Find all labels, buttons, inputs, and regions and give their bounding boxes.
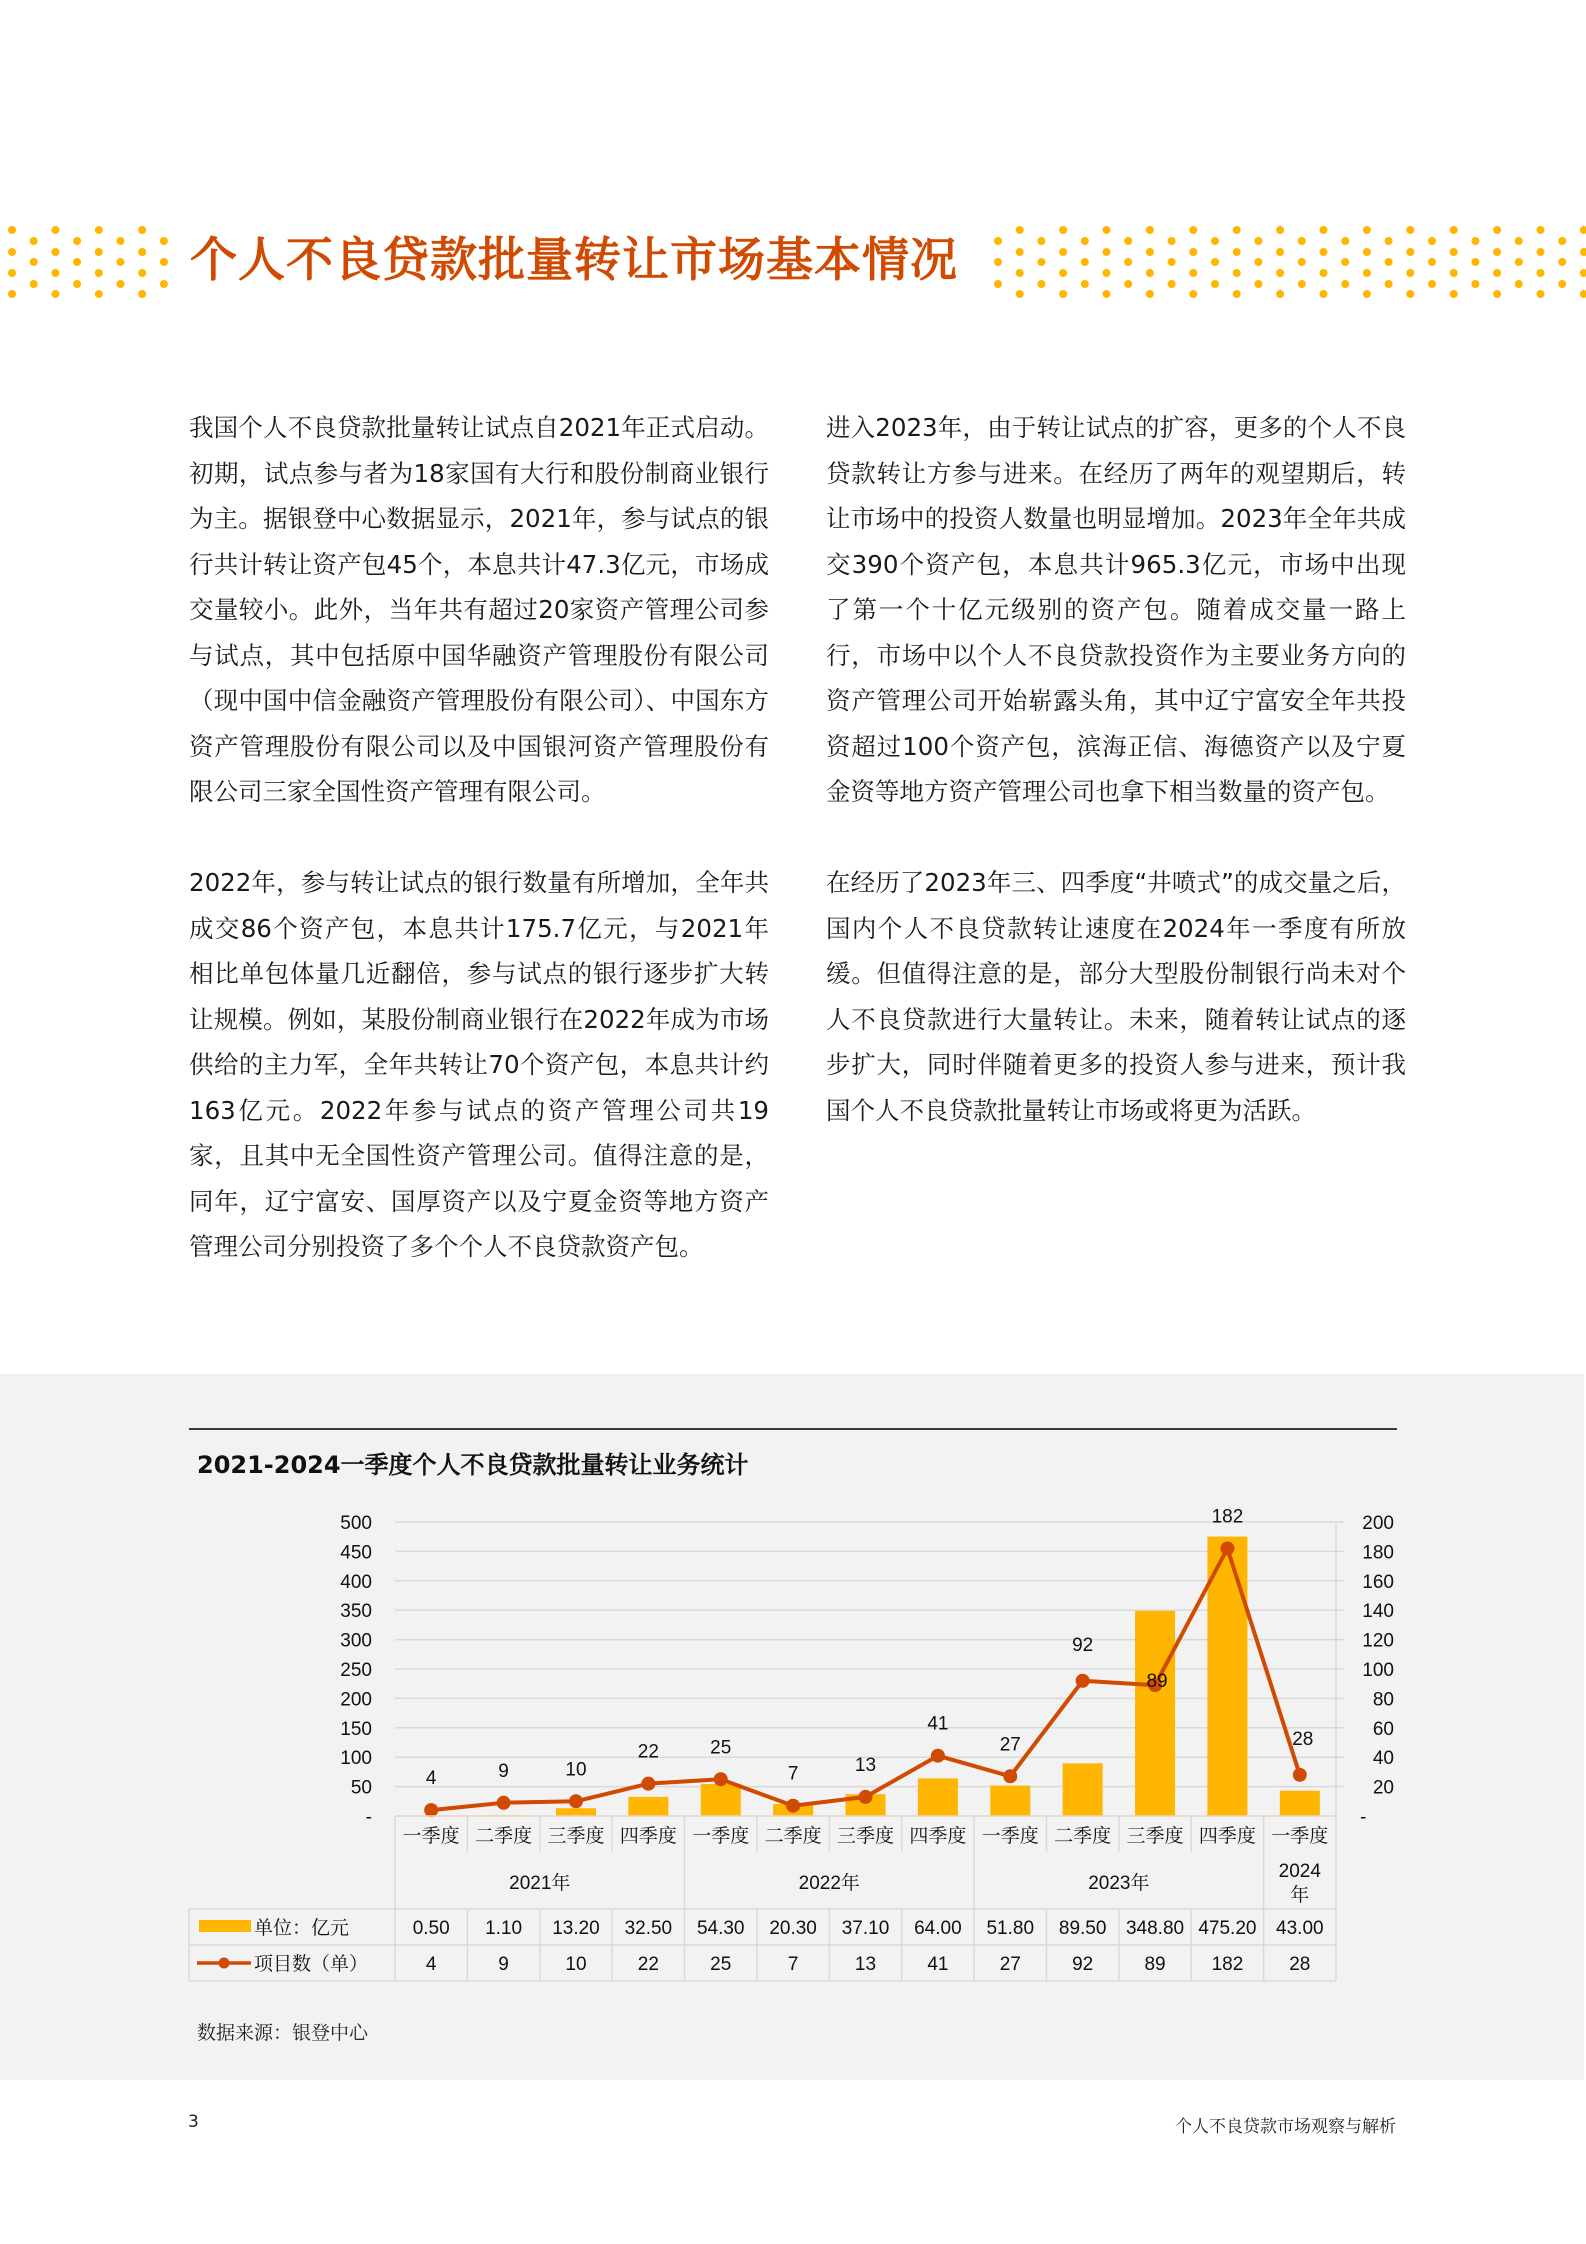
y-left-tick: 150 <box>340 1718 372 1740</box>
x-category-label: 二季度 <box>475 1825 533 1847</box>
line-point <box>931 1749 945 1763</box>
line-point <box>497 1796 511 1810</box>
bar <box>701 1784 741 1816</box>
line-point <box>786 1799 800 1813</box>
y-right-tick: 180 <box>1362 1542 1394 1564</box>
y-right-tick: 200 <box>1362 1513 1394 1534</box>
line-point <box>1293 1768 1307 1782</box>
bar <box>628 1797 668 1816</box>
y-right-tick: 160 <box>1362 1571 1394 1593</box>
y-right-tick: 60 <box>1372 1718 1394 1740</box>
data-label: 89 <box>1146 1671 1168 1693</box>
table-cell-amount: 51.80 <box>986 1918 1035 1939</box>
x-group-label: 2021年 <box>509 1873 571 1894</box>
page-title: 个人不良贷款批量转让市场基本情况 <box>190 233 958 288</box>
table-cell-amount: 13.20 <box>552 1918 600 1939</box>
legend-label-line: 项目数（单） <box>254 1953 369 1975</box>
data-label: 27 <box>999 1734 1021 1756</box>
line-point <box>714 1772 728 1786</box>
y-left-tick: 350 <box>340 1601 372 1623</box>
line-point <box>641 1777 655 1791</box>
x-category-label: 一季度 <box>981 1825 1039 1847</box>
x-group-label: 2024 <box>1278 1861 1321 1882</box>
paragraph: 2022年，参与转让试点的银行数量有所增加，全年共成交86个资产包，本息共计175.7亿元，与2021年相比单包体量几近翻倍，参与试点的银行逐步扩大转让规模。例如，某股份制商业银行在2022年成为市场供给的主力军，全年共转让70个资产包，本息共计约163亿元。2022年参与试点的资产管理公司共19家，且其中无全国性资产管理公司。值得注意的是，同年，辽宁富安、国厚资产以及宁夏金资等地方资产管理公司分别投资了多个个人不良贷款资产包。 <box>189 868 769 1261</box>
x-category-label: 三季度 <box>1126 1825 1184 1847</box>
y-right-tick: 80 <box>1372 1689 1394 1711</box>
data-label: 25 <box>710 1737 732 1759</box>
y-left-tick: 450 <box>340 1542 372 1564</box>
x-category-label: 二季度 <box>764 1825 822 1847</box>
line-point <box>1003 1769 1017 1783</box>
table-cell-count: 13 <box>854 1954 877 1975</box>
table-cell-amount: 20.30 <box>769 1918 817 1939</box>
data-label: 10 <box>565 1759 587 1781</box>
x-group-label: 2022年 <box>798 1873 860 1894</box>
table-cell-amount: 475.20 <box>1198 1918 1257 1939</box>
data-label: 22 <box>637 1741 659 1763</box>
x-category-label: 二季度 <box>1054 1825 1112 1847</box>
y-left-tick: - <box>365 1807 372 1828</box>
line-point <box>1076 1674 1090 1688</box>
table-cell-count: 9 <box>498 1954 509 1975</box>
y-left-tick: 400 <box>340 1571 372 1593</box>
bar <box>990 1786 1030 1816</box>
data-label: 4 <box>425 1768 437 1790</box>
data-source: 数据来源：银登中心 <box>197 2022 369 2044</box>
y-left-tick: 100 <box>340 1748 372 1770</box>
line-series <box>424 1506 1313 1817</box>
table-cell-count: 89 <box>1144 1954 1166 1975</box>
x-category-label: 三季度 <box>836 1825 895 1847</box>
bar <box>918 1778 958 1816</box>
data-label: 92 <box>1072 1634 1094 1656</box>
table-cell-amount: 37.10 <box>841 1918 890 1939</box>
line-point <box>569 1794 583 1808</box>
table-cell-amount: 1.10 <box>485 1918 523 1939</box>
y-right-tick: - <box>1360 1807 1367 1828</box>
x-group-label: 2023年 <box>1088 1873 1150 1894</box>
table-cell-count: 7 <box>787 1954 799 1975</box>
page-number: 3 <box>188 2112 199 2132</box>
line-point <box>1220 1541 1234 1555</box>
table-cell-amount: 32.50 <box>624 1918 673 1939</box>
y-left-tick: 250 <box>340 1660 372 1681</box>
data-label: 182 <box>1211 1506 1244 1528</box>
y-right-tick: 120 <box>1362 1630 1394 1652</box>
x-category-label: 四季度 <box>1198 1825 1256 1847</box>
table-cell-amount: 43.00 <box>1276 1918 1324 1939</box>
x-category-label: 一季度 <box>402 1825 460 1847</box>
table-cell-count: 4 <box>425 1954 437 1975</box>
table-cell-count: 10 <box>565 1954 587 1975</box>
table-cell-amount: 0.50 <box>412 1918 450 1939</box>
data-label: 41 <box>927 1713 949 1735</box>
paragraph: 进入2023年，由于转让试点的扩容，更多的个人不良贷款转让方参与进来。在经历了两年的观望期后，转让市场中的投资人数量也明显增加。2023年全年共成交390个资产包，本息共计965.3亿元，市场中出现了第一个十亿元级别的资产包。随着成交量一路上行，市场中以个人不良贷款投资作为主要业务方向的资产管理公司开始崭露头角，其中辽宁富安全年共投资超过100个资产包，滨海正信、海德资产以及宁夏金资等地方资产管理公司也拿下相当数量的资产包。 <box>826 413 1406 806</box>
table-cell-count: 41 <box>927 1954 949 1975</box>
x-category-label: 四季度 <box>619 1825 677 1847</box>
y-left-tick: 300 <box>340 1630 372 1652</box>
x-category-label: 三季度 <box>547 1825 605 1847</box>
legend-bar-swatch-icon <box>199 1920 251 1932</box>
bar <box>1280 1791 1320 1816</box>
table-cell-amount: 89.50 <box>1058 1918 1107 1939</box>
y-right-tick: 140 <box>1362 1601 1394 1623</box>
table-cell-count: 28 <box>1289 1954 1311 1975</box>
line-point <box>424 1803 438 1817</box>
table-cell-count: 22 <box>637 1954 659 1975</box>
x-category-label: 一季度 <box>1271 1825 1329 1847</box>
table-cell-amount: 348.80 <box>1125 1918 1185 1939</box>
data-label: 9 <box>498 1760 509 1782</box>
data-label: 7 <box>787 1763 799 1785</box>
bar <box>1063 1763 1103 1816</box>
legend-label-bar: 单位：亿元 <box>254 1917 350 1939</box>
data-table <box>189 1816 1336 1981</box>
x-category-label: 四季度 <box>909 1825 967 1847</box>
bar <box>1135 1611 1175 1816</box>
data-label: 28 <box>1292 1728 1314 1750</box>
y-left-tick: 50 <box>350 1777 372 1799</box>
table-cell-count: 92 <box>1072 1954 1094 1975</box>
x-category-label: 一季度 <box>692 1825 750 1847</box>
y-right-tick: 40 <box>1372 1748 1394 1770</box>
footer-title: 个人不良贷款市场观察与解析 <box>1175 2117 1396 2137</box>
table-cell-count: 182 <box>1211 1954 1244 1975</box>
bar <box>556 1808 596 1816</box>
table-cell-amount: 54.30 <box>696 1918 745 1939</box>
data-label: 13 <box>854 1754 877 1776</box>
table-cell-amount: 64.00 <box>914 1918 962 1939</box>
y-left-tick: 500 <box>340 1513 372 1534</box>
chart-title: 2021-2024一季度个人不良贷款批量转让业务统计 <box>197 1451 749 1479</box>
table-cell-count: 25 <box>710 1954 732 1975</box>
y-left-tick: 200 <box>340 1689 372 1711</box>
paragraph: 我国个人不良贷款批量转让试点自2021年正式启动。初期，试点参与者为18家国有大行和股份制商业银行为主。据银登中心数据显示，2021年，参与试点的银行共计转让资产包45个，本息共计47.3亿元，市场成交量较小。此外，当年共有超过20家资产管理公司参与试点，其中包括原中国华融资产管理股份有限公司（现中国中信金融资产管理股份有限公司）、中国东方资产管理股份有限公司以及中国银河资产管理股份有限公司三家全国性资产管理有限公司。 <box>189 413 769 806</box>
paragraph: 在经历了2023年三、四季度“井喷式”的成交量之后，国内个人不良贷款转让速度在2024年一季度有所放缓。但值得注意的是，部分大型股份制银行尚未对个人不良贷款进行大量转让。未来，随着转让试点的逐步扩大，同时伴随着更多的投资人参与进来，预计我国个人不良贷款批量转让市场或将更为活跃。 <box>826 868 1406 1125</box>
line-point <box>859 1790 873 1804</box>
table-cell-count: 27 <box>999 1954 1021 1975</box>
x-group-label: 年 <box>1290 1884 1310 1906</box>
y-right-tick: 100 <box>1362 1660 1394 1681</box>
y-right-tick: 20 <box>1372 1777 1394 1799</box>
